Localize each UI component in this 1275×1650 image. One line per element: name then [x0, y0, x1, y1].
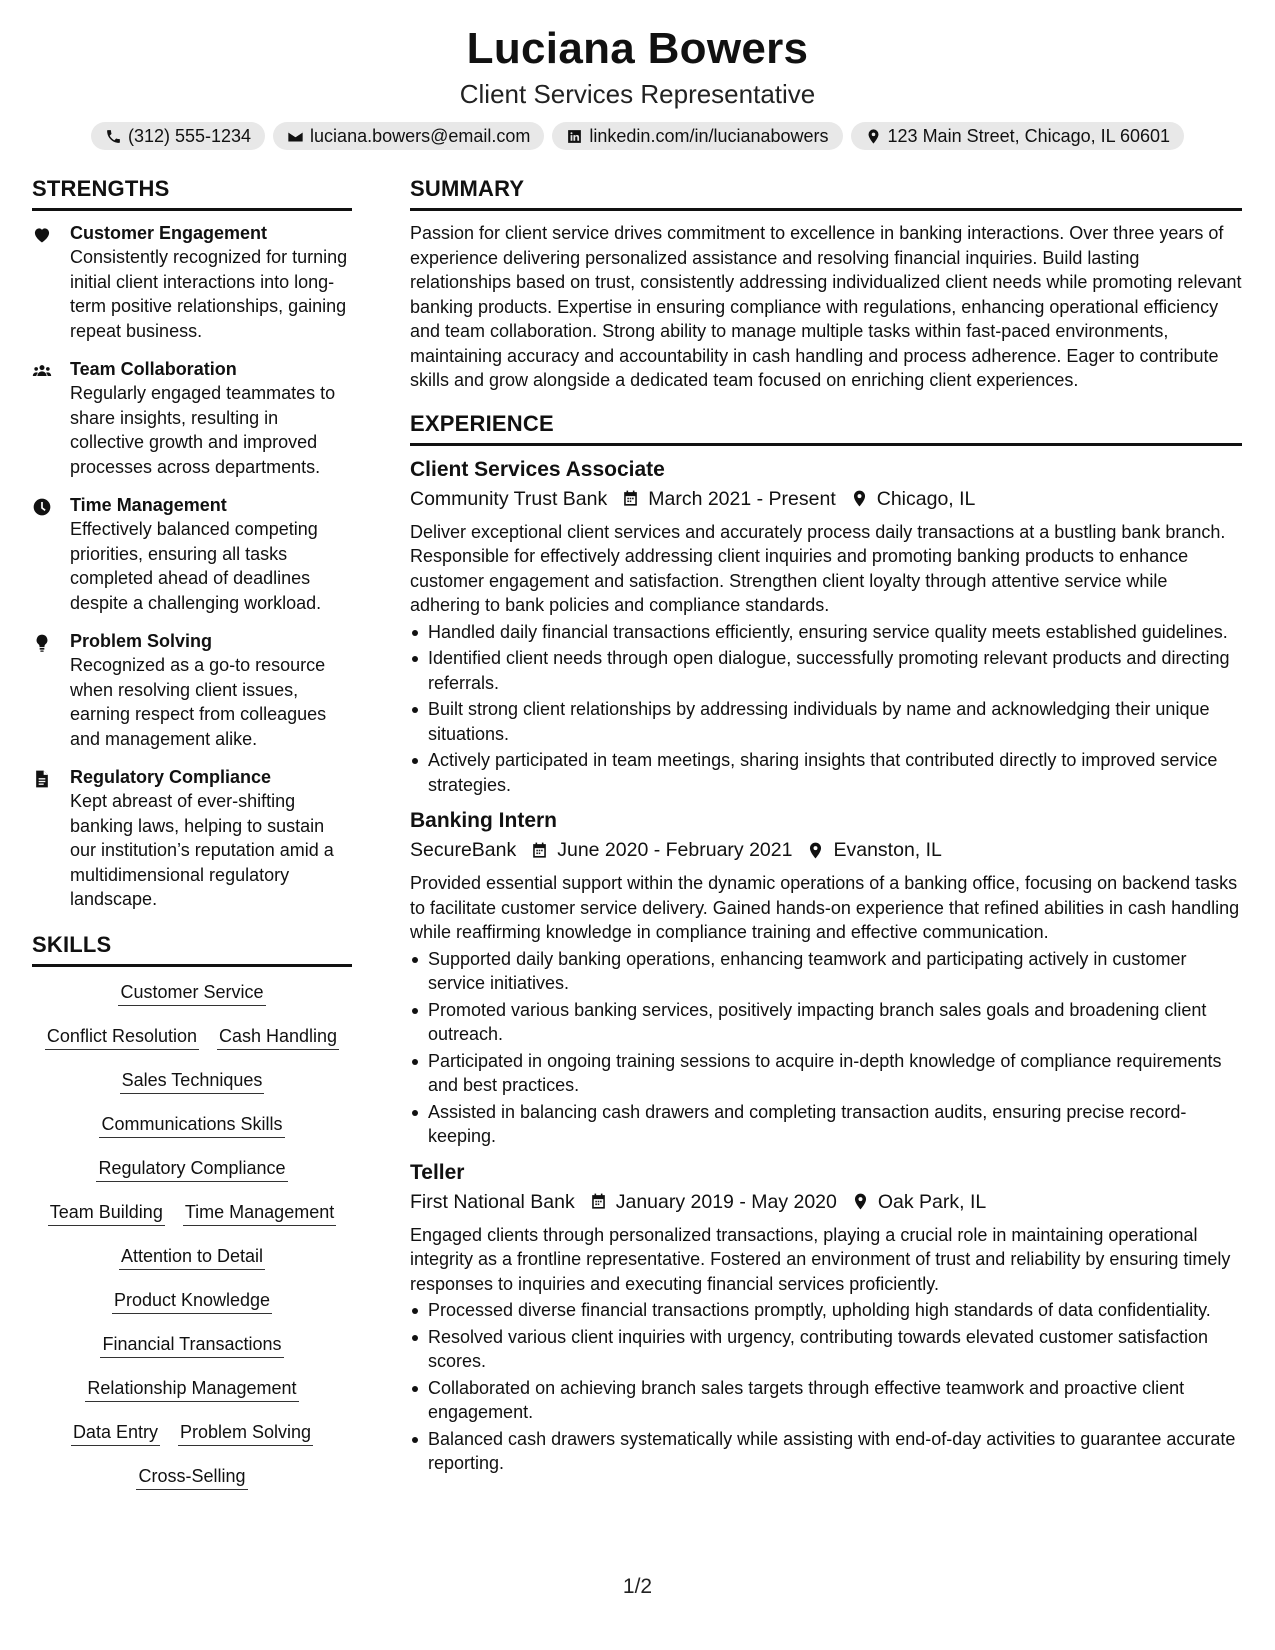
skill-tag: Regulatory Compliance — [96, 1157, 287, 1182]
calendar-icon — [621, 489, 640, 508]
strength-item — [32, 221, 352, 343]
skills-list — [32, 981, 352, 1509]
job-location: Oak Park, IL — [877, 1190, 987, 1213]
phone-chip[interactable] — [91, 122, 265, 150]
map-pin-icon — [865, 128, 882, 145]
users-icon — [32, 361, 52, 381]
skill-tag: Attention to Detail — [119, 1245, 265, 1270]
job-meta — [410, 484, 1242, 514]
heart-icon — [32, 225, 52, 245]
strength-desc: Effectively balanced competing priorities, ensuring all tasks completed ahead of deadlines despite a challenging workload. — [70, 519, 322, 613]
skill-tag: Time Management — [183, 1201, 336, 1226]
map-pin-icon — [806, 841, 825, 860]
linkedin-icon — [566, 128, 583, 145]
skill-tag: Sales Techniques — [120, 1069, 265, 1094]
bullet-item: Assisted in balancing cash drawers and completing transaction audits, ensuring precise record-keeping. — [410, 1100, 1242, 1149]
skills-heading: SKILLS — [32, 932, 352, 967]
strength-item — [32, 629, 352, 751]
strength-item — [32, 357, 352, 479]
strength-title: Regulatory Compliance — [70, 767, 272, 787]
bullet-item: Processed diverse financial transactions promptly, upholding high standards of data confidentiality. — [410, 1298, 1242, 1323]
phone-text: (312) 555-1234 — [127, 126, 252, 146]
job-entry — [410, 1159, 1242, 1476]
job-title: Client Services Associate — [410, 457, 665, 481]
right-column — [410, 176, 1242, 1478]
bullet-item: Resolved various client inquiries with urgency, contributing towards elevated customer satisfaction scores. — [410, 1325, 1242, 1374]
strength-title: Time Management — [70, 495, 227, 515]
job-dates: January 2019 - May 2020 — [615, 1190, 837, 1213]
job-bullets — [410, 1298, 1242, 1476]
envelope-icon — [287, 128, 304, 145]
job-dates: June 2020 - February 2021 — [557, 839, 793, 861]
job-location: Evanston, IL — [833, 839, 942, 861]
left-column — [32, 176, 352, 1509]
clock-icon — [32, 497, 52, 517]
strength-desc: Recognized as a go-to resource when resolving client issues, earning respect from colleagues and management alike. — [70, 655, 327, 749]
document-icon — [32, 769, 52, 789]
job-dates: March 2021 - Present — [648, 487, 836, 510]
skill-tag: Communications Skills — [99, 1113, 284, 1138]
skill-tag: Conflict Resolution — [45, 1025, 199, 1050]
skill-tag: Data Entry — [71, 1421, 160, 1446]
lightbulb-icon — [32, 633, 52, 653]
strength-title: Customer Engagement — [70, 223, 268, 243]
calendar-icon — [530, 841, 549, 860]
job-entry — [410, 807, 1242, 1149]
job-title: Banking Intern — [410, 809, 558, 832]
bullet-item: Collaborated on achieving branch sales targets through effective teamwork and proactive client engagement. — [410, 1376, 1242, 1425]
summary-text: Passion for client service drives commitment to excellence in banking interactions. Over three years of experience delivering personalized assistance and resolving financial inquiries. Build lasting relationships based on trust, consistently addressing individualized client needs while promoting relevant banking products. Expertise in ensuring compliance with regulations, enhancing operational efficiency and team collaboration. Strong ability to manage multiple tasks within fast-paced environments, maintaining accuracy and accountability in cash handling and process adherence. Eager to contribute skills and grow alongside a dedicated team focused on enriching client experiences. — [410, 223, 1242, 390]
bullet-item: Promoted various banking services, positively impacting branch sales goals and broadening client outreach. — [410, 998, 1242, 1047]
strength-item — [32, 765, 352, 912]
skill-tag: Cross-Selling — [136, 1465, 247, 1490]
email-text: luciana.bowers@email.com — [310, 126, 531, 146]
job-entry — [410, 456, 1242, 798]
resume-header — [0, 0, 1275, 150]
bullet-item: Balanced cash drawers systematically while assisting with end-of-day activities to guarantee accurate reporting. — [410, 1427, 1242, 1476]
strength-title: Problem Solving — [70, 631, 213, 651]
address-chip[interactable] — [851, 122, 1185, 150]
phone-icon — [105, 128, 122, 145]
strength-item — [32, 493, 352, 615]
bullet-item: Supported daily banking operations, enhancing teamwork and participating actively in customer service initiatives. — [410, 947, 1242, 996]
calendar-icon — [589, 1192, 608, 1211]
strength-title: Team Collaboration — [70, 359, 237, 379]
bullet-item: Participated in ongoing training sessions to acquire in-depth knowledge of compliance requirements and best practices. — [410, 1049, 1242, 1098]
bullet-item: Handled daily financial transactions efficiently, ensuring service quality meets established guidelines. — [410, 620, 1242, 645]
linkedin-text: linkedin.com/in/lucianabowers — [589, 126, 829, 146]
skill-tag: Cash Handling — [217, 1025, 339, 1050]
company-name: First National Bank — [410, 1190, 575, 1213]
job-bullets — [410, 620, 1242, 798]
company-name: Community Trust Bank — [410, 487, 608, 510]
strength-desc: Regularly engaged teammates to share insights, resulting in collective growth and improved processes across departments. — [70, 383, 336, 477]
candidate-title: Client Services Representative — [459, 79, 816, 109]
skill-tag: Problem Solving — [178, 1421, 313, 1446]
bullet-item: Identified client needs through open dialogue, successfully promoting relevant products and directing referrals. — [410, 646, 1242, 695]
candidate-name: Luciana Bowers — [466, 24, 809, 73]
experience-heading: EXPERIENCE — [410, 411, 1242, 446]
company-name: SecureBank — [410, 839, 517, 861]
job-description: Provided essential support within the dynamic operations of a banking office, focusing on backend tasks to facilitate customer service delivery. Gained hands-on experience that refined abilities in cash handling while reaffirming knowledge in compliance training and effective communication. — [410, 873, 1240, 942]
skill-tag: Financial Transactions — [100, 1333, 283, 1358]
job-bullets — [410, 947, 1242, 1149]
bullet-item: Built strong client relationships by addressing individuals by name and acknowledging their unique situations. — [410, 697, 1242, 746]
linkedin-chip[interactable] — [552, 122, 842, 150]
job-meta — [410, 835, 1242, 865]
job-description: Deliver exceptional client services and accurately process daily transactions at a bustling bank branch. Responsible for effectively addressing client inquiries and promoting banking products to enhance customer engagement and satisfaction. Strengthen client loyalty through attentive service while adhering to bank policies and compliance standards. — [410, 521, 1226, 615]
strength-desc: Kept abreast of ever-shifting banking laws, helping to sustain our institution’s reputation amid a multidimensional regulatory landscape. — [70, 791, 334, 909]
skill-tag: Product Knowledge — [112, 1289, 272, 1314]
map-pin-icon — [851, 1192, 870, 1211]
page-number: 1/2 — [622, 1575, 653, 1598]
strength-desc: Consistently recognized for turning initial client interactions into long-term positive relationships, gaining repeat business. — [70, 247, 348, 341]
skill-tag: Team Building — [48, 1201, 165, 1226]
email-chip[interactable] — [273, 122, 544, 150]
job-description: Engaged clients through personalized transactions, playing a crucial role in maintaining operational integrity as a frontline representative. Fostered an environment of trust and reliability by ensuring timely responses to inquiries and executing financial services proficiently. — [410, 1224, 1231, 1294]
skill-tag: Customer Service — [118, 981, 265, 1006]
summary-heading: SUMMARY — [410, 176, 1242, 211]
strengths-heading: STRENGTHS — [32, 176, 352, 211]
address-text: 123 Main Street, Chicago, IL 60601 — [887, 126, 1171, 146]
job-meta — [410, 1187, 1242, 1217]
contact-bar — [0, 122, 1275, 150]
skill-tag: Relationship Management — [85, 1377, 298, 1402]
map-pin-icon — [850, 489, 869, 508]
bullet-item: Actively participated in team meetings, sharing insights that contributed directly to improved service strategies. — [410, 748, 1242, 797]
job-location: Chicago, IL — [876, 487, 976, 510]
job-title: Teller — [410, 1160, 465, 1184]
